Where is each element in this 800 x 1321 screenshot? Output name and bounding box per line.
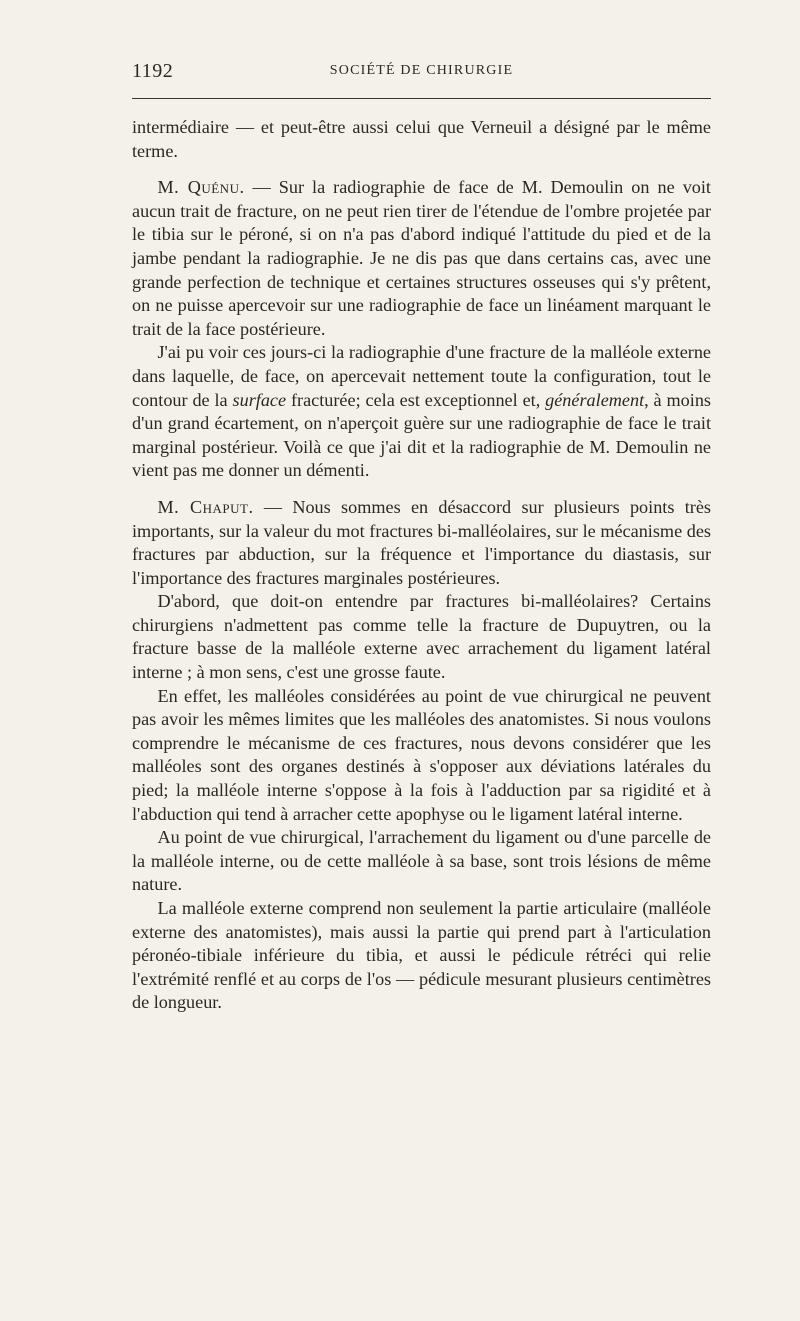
- paragraph-bimalleolaires: [132, 590, 711, 684]
- paragraph-text: En effet, les malléoles considérées au point de vue chirurgical ne peuvent pas avoir les mêmes limites que les malléoles des anatomistes. Si nous voulons comprendre le mécanisme de ces fractures, nous devons considérer que les malléoles sont des organes destinés à s'opposer aux déviations latérales du pied; la malléole interne s'oppose à la fois à l'adduction par sa rigidité et à l'abduction qui tend à arracher cette apophyse ou le ligament latéral interne.: [132, 685, 711, 824]
- paragraph-text: intermédiaire — et peut-être aussi celui que Verneuil a désigné par le même terme.: [132, 117, 711, 161]
- paragraph-point-de-vue: [132, 826, 711, 897]
- paragraph-text: , à moins d'un grand écartement, on n'aperçoit guère sur une radiographie de face le trait marginal postérieur. Voilà ce que j'ai dit et la radiographie de M. Demoulin ne vient pas me donner un démenti.: [132, 389, 711, 481]
- emphasis-surface: surface: [232, 389, 287, 410]
- page-number: 1192: [132, 60, 174, 82]
- paragraph-text: — Nous sommes en désaccord sur plusieurs points très importants, sur la valeur du mot fractures bi-malléolaires, sur le mécanisme des fractures par abduction, sur la fréquence et l'importance du diastasis, sur l'importance des fractures marginales postérieures.: [132, 496, 712, 588]
- journal-title: SOCIÉTÉ DE CHIRURGIE: [329, 63, 514, 78]
- paragraph-text: fracturée; cela est exceptionnel et,: [286, 389, 546, 410]
- paragraph-continuation: [132, 116, 711, 163]
- paragraph-malleole-externe: [132, 897, 711, 1015]
- paragraph-radiography: [132, 341, 711, 483]
- speaker-name: M. Quénu.: [157, 177, 245, 198]
- paragraph-quenu: [132, 176, 711, 341]
- emphasis-generalement: généralement: [545, 389, 645, 410]
- paragraph-en-effet: [132, 685, 711, 827]
- paragraph-text: La malléole externe comprend non seulement la partie articulaire (malléole externe des anatomistes), mais aussi la partie qui prend part à l'articulation péronéo-tibiale inférieure du tibia, et aussi le pédicule rétréci qui relie l'extrémité renflé et au corps de l'os — pédicule mesurant plusieurs centimètres de longueur.: [132, 898, 711, 1013]
- speaker-name: M. Chaput.: [157, 496, 254, 517]
- running-head: [132, 60, 711, 84]
- paragraph-text: D'abord, que doit-on entendre par fractures bi-malléolaires? Certains chirurgiens n'admettent pas comme telle la fracture de Dupuytren, ou la fracture basse de la malléole externe avec arrachement du ligament latéral interne ; à mon sens, c'est une grosse faute.: [132, 591, 711, 683]
- paragraph-text: Au point de vue chirurgical, l'arrachement du ligament ou d'une parcelle de la malléole interne, ou de cette malléole à sa base, sont trois lésions de même nature.: [132, 827, 711, 895]
- paragraph-text: J'ai pu voir ces jours-ci la radiographie d'une fracture de la malléole externe dans laquelle, de face, on apercevait nettement toute la configuration, tout le contour de la: [132, 342, 711, 410]
- body-text: [132, 116, 711, 1015]
- header-rule: [132, 98, 711, 99]
- paragraph-chaput: [132, 496, 711, 590]
- paragraph-text: — Sur la radiographie de face de M. Demoulin on ne voit aucun trait de fracture, on ne peut rien tirer de l'étendue de l'ombre projetée par le tibia sur le péroné, si on n'a pas d'abord indiqué l'attitude du pied et de la jambe pendant la radiographie. Je ne dis pas que dans certains cas, avec une grande perfection de technique et certaines structures osseuses qui s'y prêtent, on ne puisse apercevoir sur une radiographie de face un linéament marquant le trait de la face postérieure.: [132, 177, 711, 339]
